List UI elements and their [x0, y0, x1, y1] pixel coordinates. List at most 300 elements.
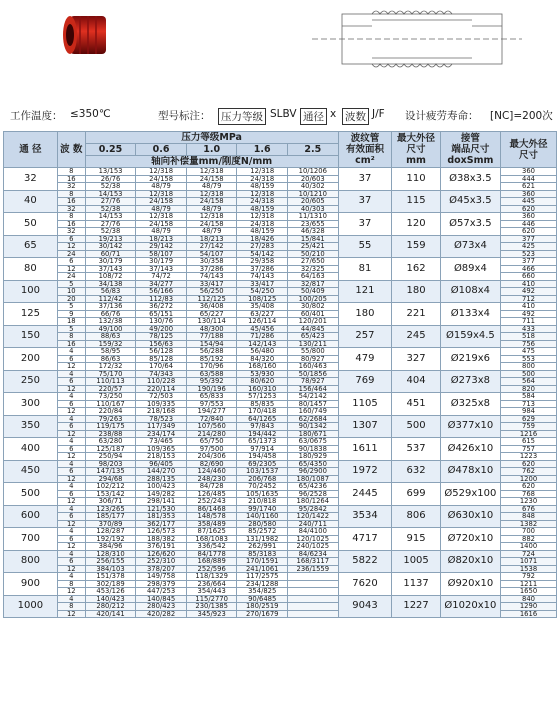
compensation-cell: 20/605: [288, 198, 339, 206]
compensation-cell: 24/158: [136, 198, 187, 206]
waves-cell: 6: [57, 378, 85, 386]
compensation-cell: 27/142: [186, 243, 237, 251]
compensation-cell: 48/79: [186, 205, 237, 213]
waves-cell: 12: [57, 265, 85, 273]
waves-cell: 12: [57, 543, 85, 551]
compensation-cell: 86/63: [85, 355, 136, 363]
col-comp-title: 轴向补偿量mm/刚度N/mm: [85, 156, 338, 168]
compensation-cell: 280/423: [136, 603, 187, 611]
compensation-cell: 33/417: [237, 280, 288, 288]
compensation-cell: 23/655: [288, 220, 339, 228]
table-row: [4, 483, 557, 491]
compensation-cell: 180/2519: [237, 603, 288, 611]
compensation-cell: 240/711: [288, 520, 339, 528]
compensation-cell: 24/158: [136, 175, 187, 183]
pipe-cell: Ø38x3.5: [440, 168, 500, 191]
max-od-cell: 1216: [501, 430, 557, 438]
compensation-cell: 453/126: [85, 588, 136, 596]
compensation-cell: 140/1160: [237, 513, 288, 521]
compensation-cell: 65/227: [186, 310, 237, 318]
compensation-cell: 236/664: [186, 580, 237, 588]
compensation-cell: 180/929: [288, 453, 339, 461]
pipe-cell: Ø219x6: [440, 348, 500, 371]
table-row: [4, 460, 557, 468]
compensation-cell: [288, 595, 339, 603]
waves-cell: 5: [57, 280, 85, 288]
compensation-cell: 65/151: [136, 310, 187, 318]
compensation-cell: 110/113: [85, 378, 136, 386]
compensation-cell: 112/125: [186, 295, 237, 303]
compensation-cell: 75/170: [85, 370, 136, 378]
compensation-cell: 35/408: [237, 303, 288, 311]
pipe-cell: Ø57x3.5: [440, 213, 500, 236]
table-row: [4, 168, 557, 176]
compensation-cell: 37/143: [136, 265, 187, 273]
waves-cell: 20: [57, 295, 85, 303]
compensation-cell: 79/263: [85, 415, 136, 423]
table-row: [4, 303, 557, 311]
model-part-x: x: [330, 108, 337, 120]
compensation-cell: 48/159: [237, 205, 288, 213]
compensation-cell: 362/177: [136, 520, 187, 528]
waves-cell: 4: [57, 460, 85, 468]
compensation-cell: 118/1329: [186, 573, 237, 581]
max-od-cell: 444: [501, 175, 557, 183]
bellows-product-icon: [58, 10, 108, 60]
pipe-cell: Ø920x10: [440, 573, 500, 596]
compensation-cell: 180/1264: [288, 498, 339, 506]
compensation-cell: 117/349: [136, 423, 187, 431]
max-od-cell: 712: [501, 295, 557, 303]
waves-cell: 24: [57, 250, 85, 258]
compensation-cell: 250/94: [85, 453, 136, 461]
compensation-cell: 12/318: [237, 213, 288, 221]
compensation-cell: 80/927: [288, 355, 339, 363]
compensation-cell: 132/38: [85, 318, 136, 326]
waves-cell: 32: [57, 183, 85, 191]
compensation-cell: 168/3117: [288, 558, 339, 566]
compensation-cell: 30/179: [85, 258, 136, 266]
waves-cell: 6: [57, 558, 85, 566]
compensation-cell: 87/1625: [186, 528, 237, 536]
dn-cell: 65: [4, 235, 58, 258]
compensation-cell: 29/142: [136, 243, 187, 251]
compensation-cell: 48/79: [186, 183, 237, 191]
model-part-dn: 通径: [300, 108, 327, 125]
table-row: [4, 325, 557, 333]
compensation-cell: 30/179: [136, 258, 187, 266]
pipe-cell: Ø108x4: [440, 280, 500, 303]
od-cell: 120: [392, 213, 440, 236]
table-row: [4, 280, 557, 288]
compensation-cell: 27/76: [85, 220, 136, 228]
compensation-cell: 160/749: [288, 408, 339, 416]
waves-cell: 9: [57, 310, 85, 318]
dn-cell: 250: [4, 370, 58, 393]
max-od-cell: 425: [501, 243, 557, 251]
od-cell: 180: [392, 280, 440, 303]
compensation-cell: 24/318: [237, 220, 288, 228]
compensation-cell: 27/283: [237, 243, 288, 251]
compensation-cell: 72/503: [136, 393, 187, 401]
spec-table: [3, 131, 557, 618]
compensation-cell: 194/442: [237, 430, 288, 438]
max-od-cell: 446: [501, 220, 557, 228]
max-od-cell: 620: [501, 460, 557, 468]
waves-cell: 5: [57, 303, 85, 311]
compensation-cell: 156/464: [288, 385, 339, 393]
max-od-cell: 820: [501, 385, 557, 393]
max-od-cell: 757: [501, 445, 557, 453]
compensation-cell: 12/318: [237, 190, 288, 198]
model-part-jf: J/F: [372, 108, 385, 120]
compensation-cell: 24/158: [186, 175, 237, 183]
compensation-cell: 270/1679: [237, 610, 288, 618]
waves-cell: 4: [57, 573, 85, 581]
max-od-cell: 1538: [501, 565, 557, 573]
max-od-cell: 553: [501, 355, 557, 363]
table-row: [4, 415, 557, 423]
pipe-cell: Ø478x10: [440, 460, 500, 483]
max-od-cell: 700: [501, 528, 557, 536]
pipe-cell: Ø89x4: [440, 258, 500, 281]
max-od-cell: 984: [501, 408, 557, 416]
compensation-cell: 120/1025: [288, 535, 339, 543]
waves-cell: 4: [57, 348, 85, 356]
waves-cell: 4: [57, 415, 85, 423]
compensation-cell: 12/318: [136, 168, 187, 176]
compensation-cell: 159/32: [85, 340, 136, 348]
max-od-cell: 1223: [501, 453, 557, 461]
compensation-cell: 78/125: [136, 333, 187, 341]
compensation-cell: 236/1559: [288, 565, 339, 573]
compensation-cell: 77/188: [186, 333, 237, 341]
col-od: 最大外径 尺寸 mm: [392, 132, 440, 168]
compensation-cell: 57/1253: [237, 393, 288, 401]
compensation-cell: 99/1740: [237, 505, 288, 513]
max-od-cell: 792: [501, 573, 557, 581]
max-od-cell: 660: [501, 273, 557, 281]
max-od-cell: 377: [501, 235, 557, 243]
compensation-cell: 14/153: [85, 190, 136, 198]
max-od-cell: 377: [501, 258, 557, 266]
od-cell: 1137: [392, 573, 440, 596]
dn-cell: 80: [4, 258, 58, 281]
table-row: [4, 505, 557, 513]
compensation-cell: 29/358: [237, 258, 288, 266]
compensation-cell: 80/620: [237, 378, 288, 386]
pipe-cell: Ø73x4: [440, 235, 500, 258]
compensation-cell: 56/288: [186, 348, 237, 356]
compensation-cell: [288, 588, 339, 596]
compensation-cell: 56/250: [186, 288, 237, 296]
waves-cell: 16: [57, 340, 85, 348]
compensation-cell: 90/1342: [288, 423, 339, 431]
table-row: [4, 528, 557, 536]
compensation-cell: 110/167: [85, 400, 136, 408]
waves-cell: 6: [57, 535, 85, 543]
waves-cell: 12: [57, 453, 85, 461]
compensation-cell: 128/287: [85, 528, 136, 536]
compensation-cell: 234/174: [136, 430, 187, 438]
compensation-cell: 220/84: [85, 408, 136, 416]
compensation-cell: 105/1635: [237, 490, 288, 498]
compensation-cell: 63/0675: [288, 438, 339, 446]
col-pipe: 接管 端品尺寸 doxSmm: [440, 132, 500, 168]
compensation-cell: 194/458: [237, 453, 288, 461]
compensation-cell: 100/423: [136, 483, 187, 491]
compensation-cell: 63/588: [186, 370, 237, 378]
max-od-cell: 584: [501, 393, 557, 401]
bellows-drawing-icon: [312, 6, 522, 76]
compensation-cell: 96/2900: [288, 468, 339, 476]
compensation-cell: 97/500: [186, 445, 237, 453]
compensation-cell: 88/63: [85, 333, 136, 341]
dn-cell: 600: [4, 505, 58, 528]
compensation-cell: [288, 610, 339, 618]
area-cell: 7620: [338, 573, 392, 596]
compensation-cell: 103/1537: [237, 468, 288, 476]
compensation-cell: 168/160: [237, 363, 288, 371]
parameter-line: [8, 106, 556, 124]
max-od-cell: 475: [501, 348, 557, 356]
col-area: 波纹管 有效面积 cm²: [338, 132, 392, 168]
waves-cell: 24: [57, 273, 85, 281]
compensation-cell: 140/845: [136, 595, 187, 603]
area-cell: 769: [338, 370, 392, 393]
compensation-cell: 210/818: [237, 498, 288, 506]
waves-cell: 12: [57, 430, 85, 438]
header-images: [0, 0, 560, 100]
max-od-cell: 724: [501, 550, 557, 558]
dn-cell: 900: [4, 573, 58, 596]
compensation-cell: 194/277: [186, 408, 237, 416]
compensation-cell: 64/163: [288, 273, 339, 281]
compensation-cell: 10/1210: [288, 190, 339, 198]
compensation-cell: 170/418: [237, 408, 288, 416]
area-cell: 37: [338, 213, 392, 236]
waves-cell: 8: [57, 168, 85, 176]
area-cell: 37: [338, 190, 392, 213]
waves-cell: 12: [57, 408, 85, 416]
dn-cell: 800: [4, 550, 58, 573]
compensation-cell: 248/230: [186, 475, 237, 483]
compensation-cell: 97/914: [237, 445, 288, 453]
compensation-cell: 45/456: [237, 325, 288, 333]
compensation-cell: 12/318: [186, 190, 237, 198]
compensation-cell: 70/2452: [237, 483, 288, 491]
model-part-code: SLBV: [270, 108, 297, 120]
compensation-cell: 376/191: [136, 543, 187, 551]
waves-cell: 6: [57, 468, 85, 476]
pipe-cell: Ø630x10: [440, 505, 500, 528]
model-label: 型号标注：: [158, 110, 211, 122]
compensation-cell: 121/530: [136, 505, 187, 513]
compensation-cell: 24/318: [237, 175, 288, 183]
max-od-cell: 1230: [501, 498, 557, 506]
compensation-cell: 354/825: [237, 588, 288, 596]
compensation-cell: 130/76: [136, 318, 187, 326]
compensation-cell: 345/923: [186, 610, 237, 618]
compensation-cell: 10/1206: [288, 168, 339, 176]
compensation-cell: 147/135: [85, 468, 136, 476]
pipe-cell: Ø273x8: [440, 370, 500, 393]
compensation-cell: 378/207: [136, 565, 187, 573]
compensation-cell: 78/523: [136, 415, 187, 423]
table-row: [4, 595, 557, 603]
compensation-cell: 252/596: [186, 565, 237, 573]
col-p0: 0.25: [85, 144, 136, 156]
max-od-cell: 492: [501, 288, 557, 296]
compensation-cell: 298/141: [136, 498, 187, 506]
compensation-cell: 252/243: [186, 498, 237, 506]
pipe-cell: Ø529x100: [440, 483, 500, 506]
compensation-cell: 148/578: [186, 513, 237, 521]
dn-cell: 350: [4, 415, 58, 438]
compensation-cell: [288, 580, 339, 588]
waves-cell: 16: [57, 220, 85, 228]
compensation-cell: 110/228: [136, 378, 187, 386]
compensation-cell: 65/423: [288, 333, 339, 341]
compensation-cell: 56/480: [237, 348, 288, 356]
compensation-cell: 115/2770: [186, 595, 237, 603]
compensation-cell: 86/1468: [186, 505, 237, 513]
area-cell: 121: [338, 280, 392, 303]
area-cell: 5822: [338, 550, 392, 573]
compensation-cell: 48/79: [136, 205, 187, 213]
max-od-cell: 1400: [501, 543, 557, 551]
max-od-cell: 500: [501, 370, 557, 378]
compensation-cell: 130/114: [186, 318, 237, 326]
compensation-cell: 140/423: [85, 595, 136, 603]
compensation-cell: 65/4236: [288, 483, 339, 491]
compensation-cell: 170/64: [136, 363, 187, 371]
compensation-cell: 168/889: [186, 558, 237, 566]
compensation-cell: 256/155: [85, 558, 136, 566]
compensation-cell: 181/353: [136, 513, 187, 521]
compensation-cell: 34/277: [136, 280, 187, 288]
max-od-cell: 620: [501, 205, 557, 213]
compensation-cell: 90/6485: [237, 595, 288, 603]
table-row: [4, 213, 557, 221]
waves-cell: 6: [57, 235, 85, 243]
compensation-cell: 384/96: [85, 543, 136, 551]
compensation-cell: 130/211: [288, 340, 339, 348]
compensation-cell: 149/282: [136, 490, 187, 498]
compensation-cell: 56/83: [85, 288, 136, 296]
compensation-cell: 26/76: [85, 175, 136, 183]
compensation-cell: 85/835: [237, 400, 288, 408]
waves-cell: 8: [57, 190, 85, 198]
compensation-cell: 85/192: [186, 355, 237, 363]
dn-cell: 700: [4, 528, 58, 551]
max-od-cell: 620: [501, 483, 557, 491]
compensation-cell: 96/405: [136, 460, 187, 468]
compensation-cell: 109/365: [136, 445, 187, 453]
max-od-cell: 629: [501, 415, 557, 423]
compensation-cell: 32/817: [288, 280, 339, 288]
max-od-cell: 711: [501, 318, 557, 326]
pipe-cell: Ø45x3.5: [440, 190, 500, 213]
max-od-cell: 1071: [501, 558, 557, 566]
compensation-cell: 280/580: [237, 520, 288, 528]
compensation-cell: 108/72: [85, 273, 136, 281]
waves-cell: 12: [57, 498, 85, 506]
max-od-cell: 466: [501, 265, 557, 273]
waves-cell: 12: [57, 520, 85, 528]
pipe-cell: Ø159x4.5: [440, 325, 500, 348]
max-od-cell: 518: [501, 333, 557, 341]
waves-cell: 6: [57, 445, 85, 453]
compensation-cell: 78/927: [288, 378, 339, 386]
max-od-cell: 1650: [501, 588, 557, 596]
compensation-cell: 12/318: [186, 168, 237, 176]
max-od-cell: 759: [501, 423, 557, 431]
waves-cell: 12: [57, 363, 85, 371]
compensation-cell: 65/833: [186, 393, 237, 401]
compensation-cell: 149/758: [136, 573, 187, 581]
compensation-cell: 370/89: [85, 520, 136, 528]
fatigue-label: 设计疲劳寿命：: [405, 110, 479, 122]
od-cell: 500: [392, 415, 440, 438]
compensation-cell: 128/310: [85, 550, 136, 558]
compensation-cell: 46/328: [288, 228, 339, 236]
compensation-cell: 123/265: [85, 505, 136, 513]
compensation-cell: 120/201: [288, 318, 339, 326]
max-od-cell: 523: [501, 250, 557, 258]
waves-cell: 18: [57, 318, 85, 326]
compensation-cell: 60/71: [85, 250, 136, 258]
compensation-cell: 12/318: [237, 168, 288, 176]
max-od-cell: 621: [501, 183, 557, 191]
compensation-cell: 220/114: [136, 385, 187, 393]
compensation-cell: 142/143: [237, 340, 288, 348]
compensation-cell: 37/143: [85, 265, 136, 273]
compensation-cell: 95/2842: [288, 505, 339, 513]
compensation-cell: 74/143: [237, 273, 288, 281]
compensation-cell: 124/460: [186, 468, 237, 476]
dn-cell: 500: [4, 483, 58, 506]
compensation-cell: 95/392: [186, 378, 237, 386]
compensation-cell: [288, 573, 339, 581]
waves-cell: 32: [57, 205, 85, 213]
compensation-cell: 14/153: [85, 213, 136, 221]
waves-cell: 16: [57, 198, 85, 206]
max-od-cell: 360: [501, 168, 557, 176]
compensation-cell: 52/38: [85, 205, 136, 213]
waves-cell: 16: [57, 175, 85, 183]
compensation-cell: 37/136: [85, 303, 136, 311]
compensation-cell: 109/335: [136, 400, 187, 408]
pipe-cell: Ø820x10: [440, 550, 500, 573]
compensation-cell: 126/114: [237, 318, 288, 326]
compensation-cell: 160/310: [237, 385, 288, 393]
waves-cell: 4: [57, 438, 85, 446]
waves-cell: 6: [57, 490, 85, 498]
compensation-cell: 97/553: [186, 400, 237, 408]
waves-cell: 4: [57, 505, 85, 513]
max-od-cell: 713: [501, 400, 557, 408]
compensation-cell: 80/1457: [288, 400, 339, 408]
compensation-cell: 97/843: [237, 423, 288, 431]
compensation-cell: 420/282: [136, 610, 187, 618]
compensation-cell: 48/79: [186, 228, 237, 236]
compensation-cell: 69/2305: [237, 460, 288, 468]
max-od-cell: 1290: [501, 603, 557, 611]
compensation-cell: 55/800: [288, 348, 339, 356]
table-row: [4, 235, 557, 243]
max-od-cell: 433: [501, 325, 557, 333]
